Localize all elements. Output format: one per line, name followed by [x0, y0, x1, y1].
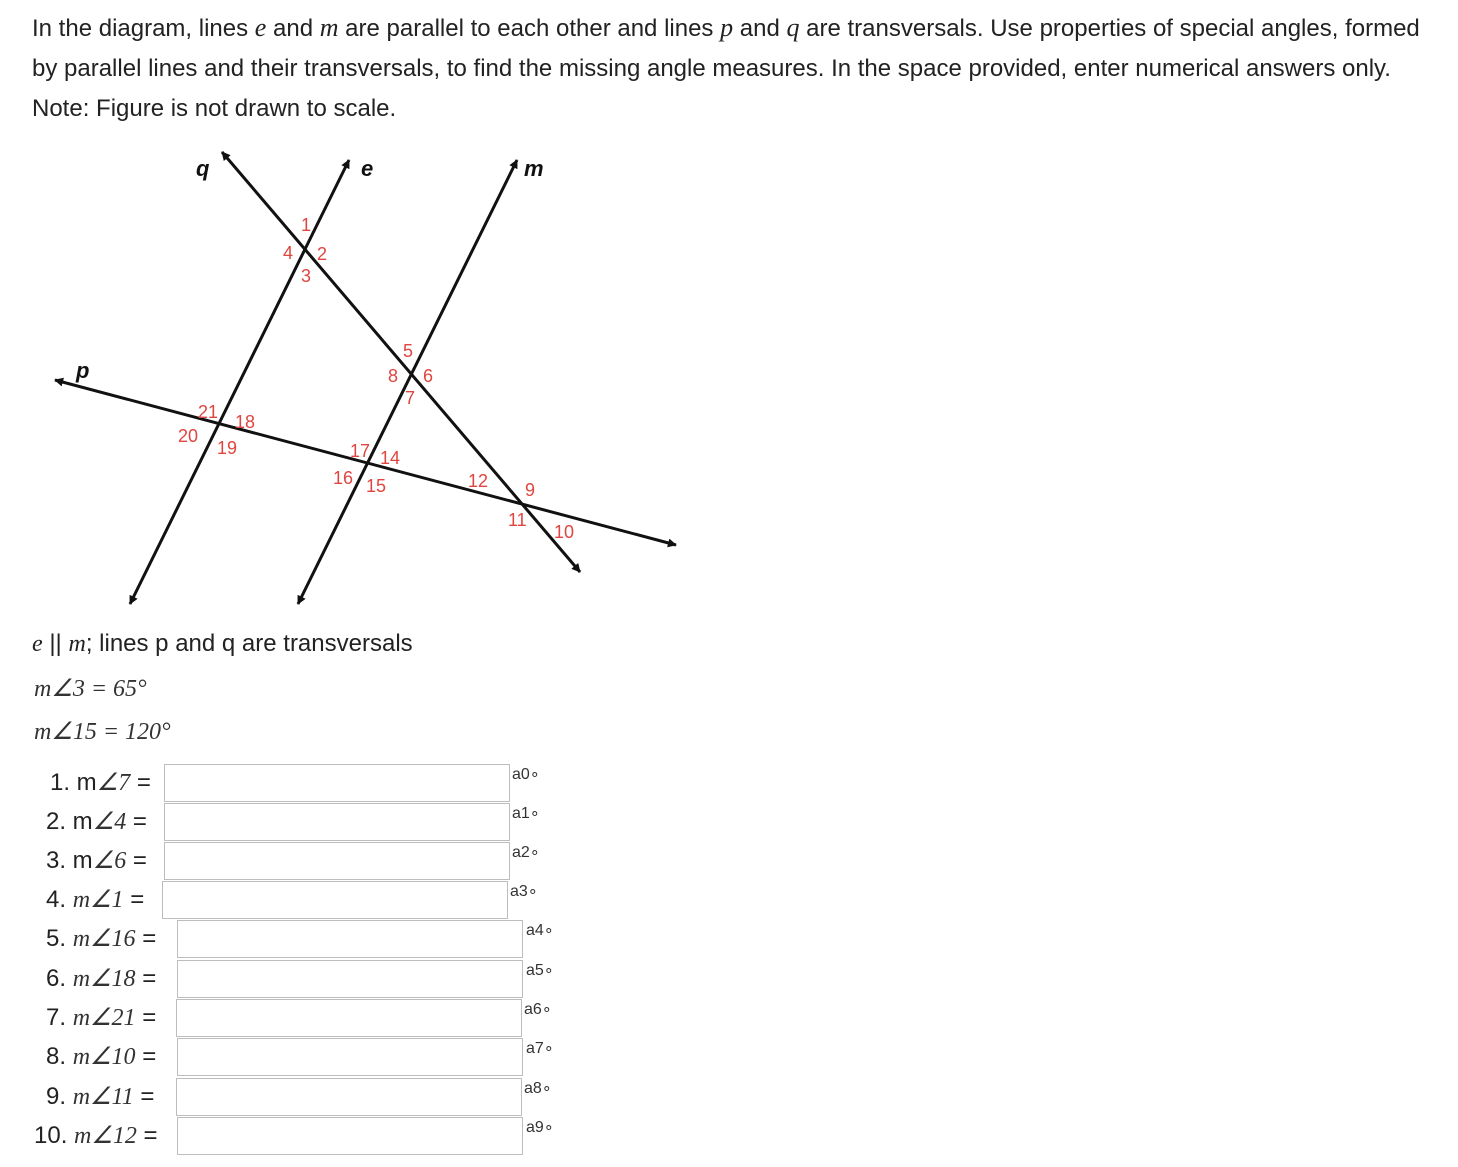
- question-label: [46, 924, 156, 953]
- question-angle: ∠4: [92, 809, 127, 835]
- angle-label-14: 14: [380, 448, 401, 468]
- equals-sign: =: [130, 769, 151, 796]
- diagram-lines: [55, 152, 676, 604]
- question-number: 7.: [46, 1004, 73, 1031]
- answer-input[interactable]: [162, 881, 508, 919]
- problem-instructions: [32, 8, 1432, 129]
- var-m: m: [319, 13, 339, 42]
- question-row: [0, 920, 600, 960]
- question-number: 10.: [34, 1122, 75, 1149]
- instructions-text: In the diagram, lines: [32, 15, 255, 42]
- given-relation-text: ; lines p and q are transversals: [85, 630, 413, 657]
- label-q: q: [196, 156, 210, 181]
- given-measure-angle-3: m∠3 = 65°: [34, 676, 147, 702]
- given-var-e: e: [32, 631, 43, 657]
- equals-sign: =: [123, 886, 145, 913]
- var-e: e: [254, 13, 267, 42]
- question-label: [46, 885, 144, 914]
- question-number: 6.: [46, 965, 73, 992]
- answer-id-label: a7∘: [526, 1040, 554, 1057]
- question-angle: m∠12: [74, 1123, 137, 1149]
- question-label: [46, 1003, 156, 1032]
- question-number: 2. m: [46, 808, 93, 835]
- angle-label-20: 20: [178, 426, 199, 446]
- equals-sign: =: [126, 847, 147, 874]
- question-row: [0, 999, 600, 1039]
- var-q: q: [786, 13, 800, 42]
- question-angle: m∠1: [72, 887, 124, 913]
- angle-label-18: 18: [235, 412, 256, 432]
- question-label: [46, 807, 147, 836]
- equals-sign: =: [133, 1083, 155, 1110]
- question-angle: ∠7: [96, 770, 131, 796]
- instructions-text: are parallel to each other and lines: [338, 15, 721, 42]
- label-p: p: [76, 358, 90, 383]
- question-number: 1. m: [50, 769, 97, 796]
- equals-sign: =: [126, 808, 147, 835]
- parallel-symbol: ||: [42, 630, 69, 657]
- answer-input[interactable]: [177, 1117, 523, 1155]
- equals-sign: =: [135, 925, 157, 952]
- answer-input[interactable]: [164, 803, 510, 841]
- question-angle: m∠16: [72, 926, 136, 952]
- question-number: 4.: [46, 886, 73, 913]
- angle-label-2: 2: [317, 244, 328, 264]
- var-p: p: [720, 13, 734, 42]
- answer-input[interactable]: [177, 1038, 523, 1076]
- answer-input[interactable]: [177, 960, 523, 998]
- answer-input[interactable]: [164, 842, 510, 880]
- question-label: [46, 1082, 154, 1111]
- question-angle: m∠21: [72, 1005, 136, 1031]
- line-q: [222, 152, 580, 572]
- answer-id-label: a3∘: [510, 883, 538, 900]
- line-m: [298, 160, 517, 604]
- angle-label-8: 8: [388, 366, 399, 386]
- question-row: [0, 764, 600, 804]
- parallel-lines-diagram: [40, 138, 700, 618]
- answer-input[interactable]: [164, 764, 510, 802]
- answer-id-label: a8∘: [524, 1080, 552, 1097]
- question-row: [0, 1117, 600, 1157]
- answer-id-label: a2∘: [512, 844, 540, 861]
- angle-label-17: 17: [350, 441, 371, 461]
- answer-id-label: a1∘: [512, 805, 540, 822]
- instructions-text: and: [266, 15, 320, 42]
- question-angle: m∠10: [72, 1044, 136, 1070]
- angle-label-19: 19: [217, 438, 238, 458]
- answer-id-label: a4∘: [526, 922, 554, 939]
- angle-label-7: 7: [405, 388, 416, 408]
- answer-id-label: a5∘: [526, 962, 554, 979]
- angle-label-5: 5: [403, 341, 414, 361]
- question-row: [0, 881, 600, 921]
- angle-label-21: 21: [198, 402, 219, 422]
- answer-id-label: a9∘: [526, 1119, 554, 1136]
- given-relation: [32, 630, 413, 658]
- angle-label-15: 15: [366, 476, 387, 496]
- angle-label-6: 6: [423, 366, 434, 386]
- question-label: [34, 1121, 158, 1150]
- angle-label-10: 10: [554, 522, 575, 542]
- line-p: [55, 380, 676, 545]
- question-row: [0, 803, 600, 843]
- instructions-text: are transversals. Use properties of special angles, formed by parallel lines and their transversals, to find the missing angle measures. In the space provided, enter numerical answers only. Note: Figure is not drawn to scale.: [32, 15, 1420, 122]
- question-number: 5.: [46, 925, 73, 952]
- answer-input[interactable]: [177, 920, 523, 958]
- angle-label-16: 16: [333, 468, 354, 488]
- question-label: [46, 1042, 156, 1071]
- question-row: [0, 1038, 600, 1078]
- question-angle: m∠18: [72, 966, 136, 992]
- question-angle: m∠11: [72, 1084, 134, 1110]
- answer-input[interactable]: [176, 1078, 522, 1116]
- equals-sign: =: [135, 1043, 157, 1070]
- answer-input[interactable]: [176, 999, 522, 1037]
- angle-label-4: 4: [283, 243, 294, 263]
- answer-id-label: a0∘: [512, 766, 540, 783]
- question-label: [50, 768, 151, 797]
- question-number: 9.: [46, 1083, 73, 1110]
- instructions-text: and: [733, 15, 787, 42]
- question-row: [0, 960, 600, 1000]
- angle-label-9: 9: [525, 480, 536, 500]
- question-angle: ∠6: [92, 848, 127, 874]
- question-row: [0, 842, 600, 882]
- question-number: 3. m: [46, 847, 93, 874]
- equals-sign: =: [135, 965, 157, 992]
- question-label: [46, 964, 156, 993]
- question-label: [46, 846, 147, 875]
- angle-label-3: 3: [301, 266, 312, 286]
- label-e: e: [361, 156, 374, 181]
- given-var-m: m: [68, 631, 86, 657]
- angle-label-12: 12: [468, 471, 489, 491]
- answer-id-label: a6∘: [524, 1001, 552, 1018]
- equals-sign: =: [136, 1122, 158, 1149]
- angle-label-11: 11: [508, 510, 527, 530]
- equals-sign: =: [135, 1004, 157, 1031]
- question-number: 8.: [46, 1043, 73, 1070]
- line-e: [130, 160, 349, 604]
- angle-label-1: 1: [301, 215, 312, 235]
- given-measure-angle-15: m∠15 = 120°: [34, 719, 171, 745]
- label-m: m: [524, 156, 544, 181]
- question-row: [0, 1078, 600, 1118]
